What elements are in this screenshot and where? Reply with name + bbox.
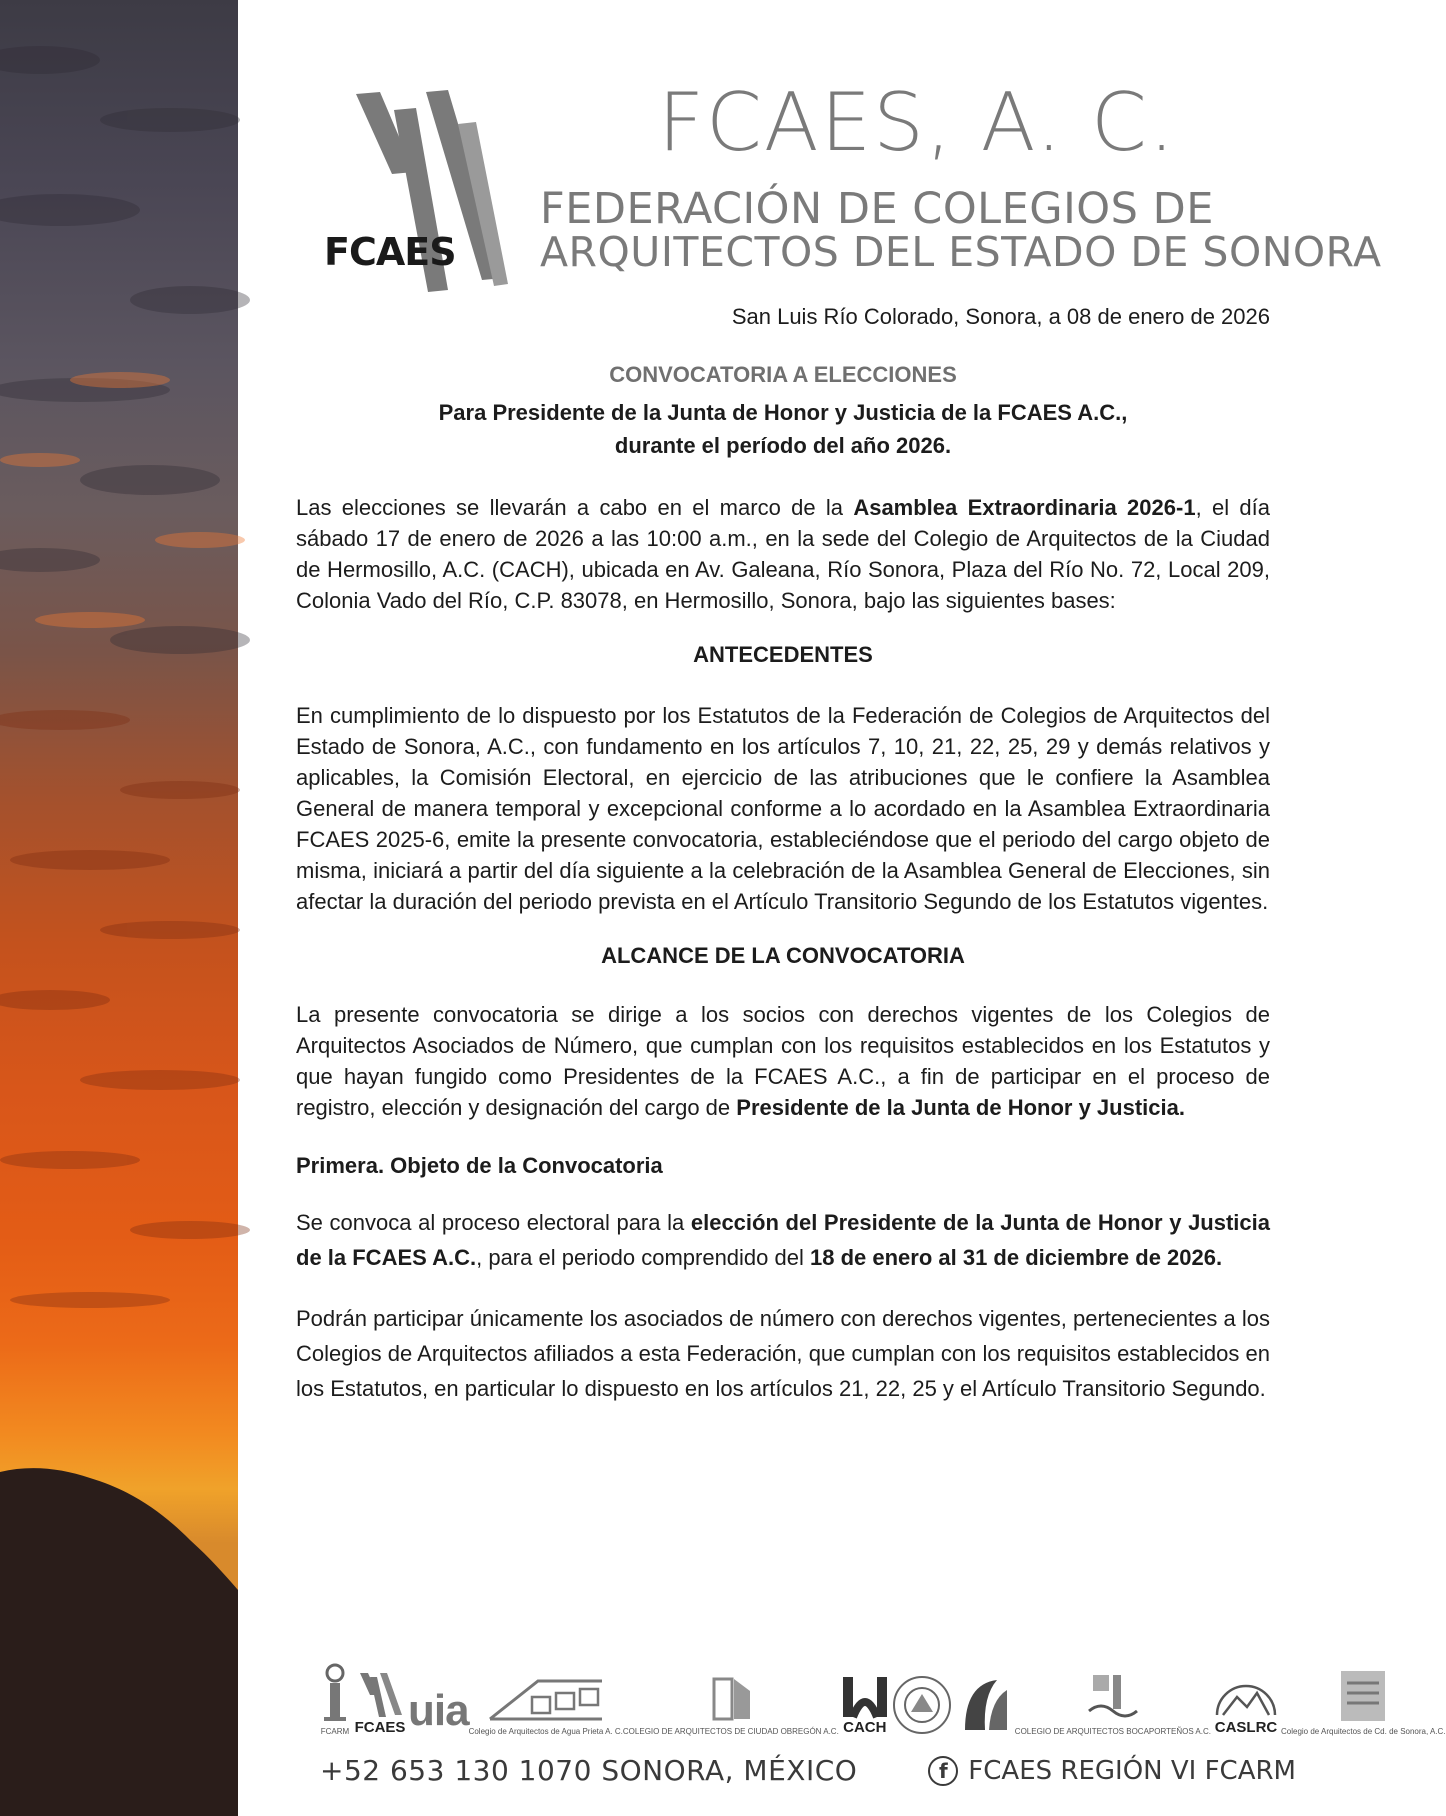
agua-prieta-logo: Colegio de Arquitectos de Agua Prieta A. C. <box>469 1675 623 1736</box>
document-body <box>296 362 1270 1406</box>
cach-logo: CACH <box>839 1673 891 1736</box>
affiliate-logos <box>318 1656 1446 1736</box>
convocatoria-title: CONVOCATORIA A ELECCIONES <box>609 362 957 387</box>
convocatoria-subtitle <box>296 396 1270 462</box>
sunset-sidebar-image <box>0 0 238 1816</box>
fcaes-logo <box>318 62 528 302</box>
uia-logo: uia <box>408 1686 469 1735</box>
bocaporteños-logo: COLEGIO DE ARQUITECTOS BOCAPORTEÑOS A.C. <box>1015 1671 1211 1736</box>
antecedentes-paragraph: En cumplimiento de lo dispuesto por los Estatutos de la Federación de Colegios de Arquitectos del Estado de Sonora, A.C., con fundamento en los artículos 7, 10, 21, 22, 25, 29 y demás relativos y aplicables, la Comisión Electoral, en ejercicio de las atribuciones que le confiere la Asamblea General de manera temporal y excepcional conforme a lo acordado en la Asamblea Extraordinaria FCAES 2025-6, emite la presente convocatoria, estableciéndose que el periodo del cargo objeto de misma, iniciará a partir del día siguiente a la celebración de la Asamblea General de Elecciones, sin afectar la duración del periodo prevista en el Artículo Transitorio Segundo de los Estatutos vigentes. <box>296 703 1270 914</box>
brand-subtitle-line2: ARQUITECTOS DEL ESTADO DE SONORA <box>540 228 1382 276</box>
contact-phone: +52 653 130 1070 SONORA, MÉXICO <box>320 1754 858 1787</box>
antecedentes-heading: ANTECEDENTES <box>693 642 873 667</box>
alcance-paragraph: La presente convocatoria se dirige a los socios con derechos vigentes de los Colegios de Arquitectos Asociados de Número, que cumplan con los requisitos establecidos en los Estatutos y que hayan fungido como Presidentes de la FCAES A.C., a fin de participar en el proceso de registro, elección y designación del cargo de Presidente de la Junta de Honor y Justicia. <box>296 1002 1270 1120</box>
sonora-college-logo: Colegio de Arquitectos de Cd. de Sonora, A.C. <box>1281 1667 1446 1736</box>
brand-subtitle-line1: FEDERACIÓN DE COLEGIOS DE <box>540 184 1214 234</box>
nogales-logo <box>953 1674 1015 1736</box>
fcarm-logo: FCARM <box>318 1663 352 1736</box>
logo-text: FCAES <box>324 230 456 274</box>
convocatoria-subtitle-line1: Para Presidente de la Junta de Honor y Justicia de la FCAES A.C., <box>438 400 1128 425</box>
facebook-icon: f <box>928 1756 958 1786</box>
primera-paragraph-2: Podrán participar únicamente los asociados de número con derechos vigentes, pertenecientes a los Colegios de Arquitectos afiliados a esta Federación, que cumplan con los requisitos establecidos en los Estatutos, en particular lo dispuesto en los artículos 21, 22, 25 y el Artículo Transitorio Segundo. <box>296 1306 1270 1401</box>
navojoa-logo <box>891 1674 953 1736</box>
primera-heading: Primera. Objeto de la Convocatoria <box>296 1153 663 1178</box>
fcaes-footer-logo: FCAES <box>352 1671 408 1736</box>
convocatoria-subtitle-line2: durante el período del año 2026. <box>614 433 952 458</box>
social-link[interactable] <box>928 1756 1296 1786</box>
social-label: FCAES REGIÓN VI FCARM <box>968 1756 1296 1786</box>
intro-paragraph: Las elecciones se llevarán a cabo en el marco de la Asamblea Extraordinaria 2026-1, el día sábado 17 de enero de 2026 a las 10:00 a.m., en la sede del Colegio de Arquitectos de la Ciudad de Hermosillo, A.C. (CACH), ubicada en Av. Galeana, Río Sonora, Plaza del Río No. 72, Local 209, Colonia Vado del Río, C.P. 83078, en Hermosillo, Sonora, bajo las siguientes bases: <box>296 495 1270 613</box>
obregon-logo: COLEGIO DE ARQUITECTOS DE CIUDAD OBREGÓN A.C. <box>623 1671 839 1736</box>
primera-paragraph-1: Se convoca al proceso electoral para la elección del Presidente de la Junta de Honor y Justicia de la FCAES A.C., para el periodo comprendido del 18 de enero al 31 de diciembre de 2026. <box>296 1210 1270 1270</box>
brand-title: FCAES, A. C. <box>658 76 1177 169</box>
date-line: San Luis Río Colorado, Sonora, a 08 de enero de 2026 <box>731 304 1270 329</box>
caslrc-logo: CASLRC <box>1211 1675 1281 1736</box>
alcance-heading: ALCANCE DE LA CONVOCATORIA <box>601 943 965 968</box>
